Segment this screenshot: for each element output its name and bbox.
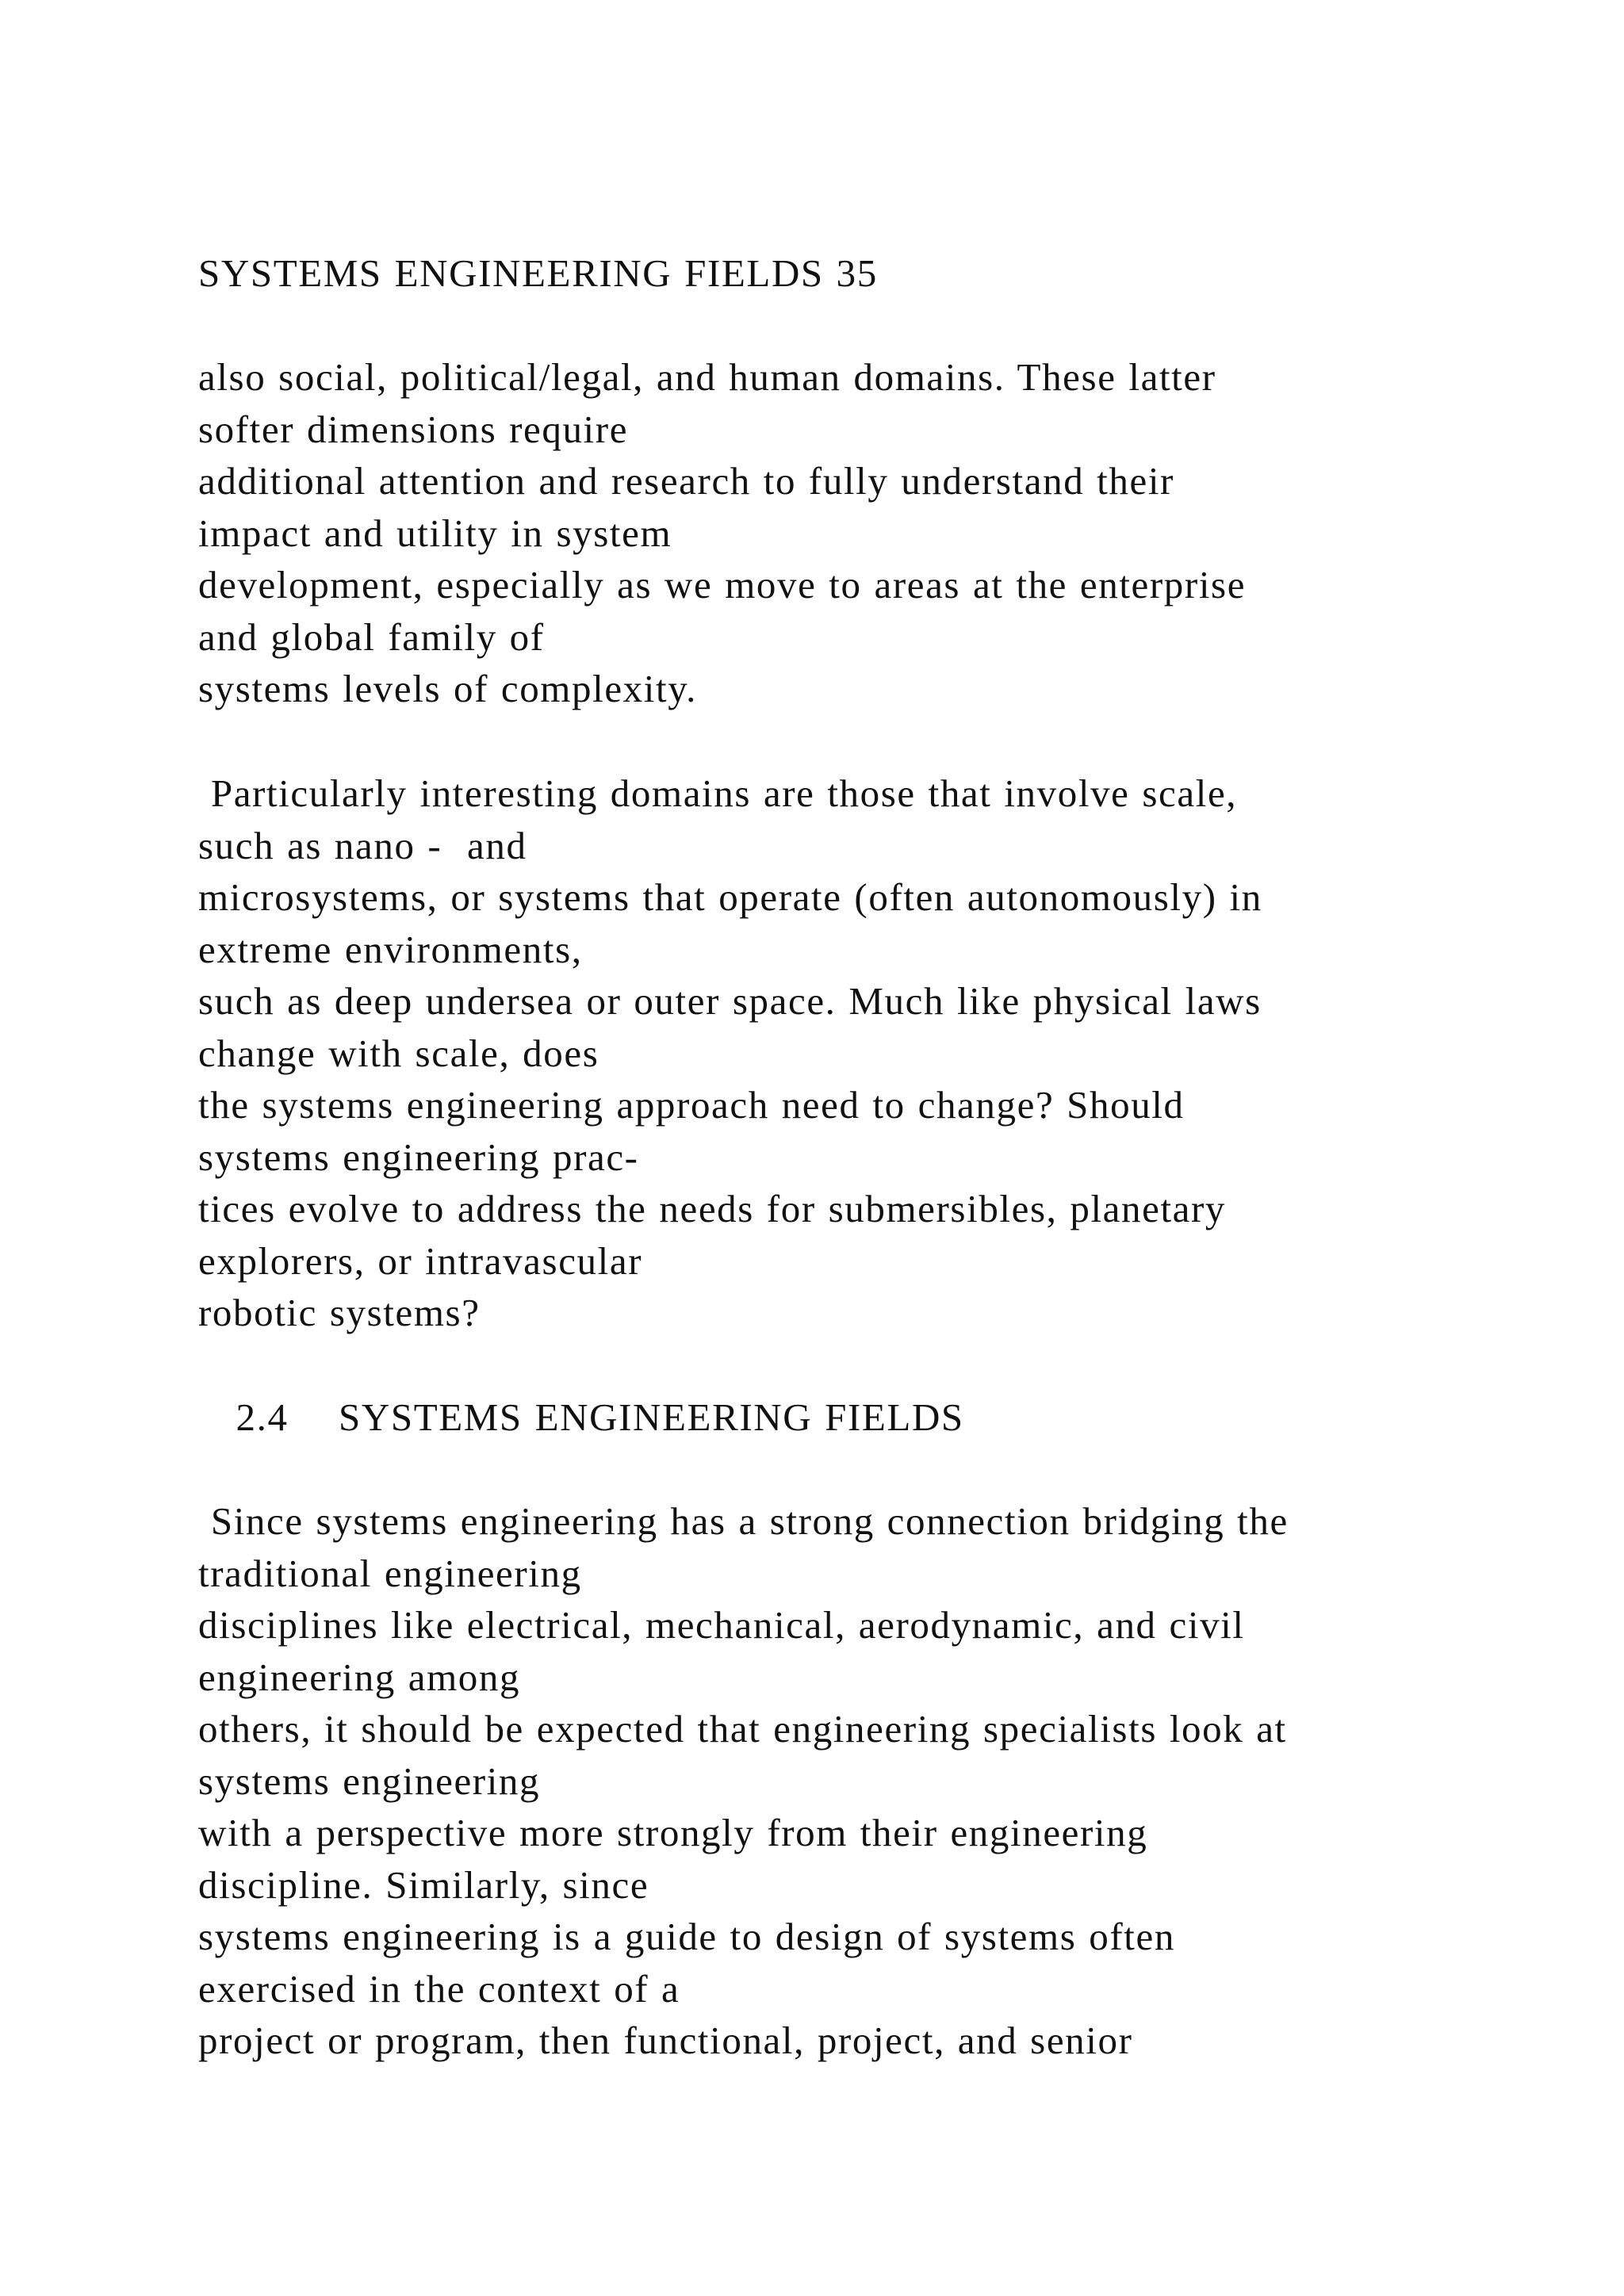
paragraph-2	[198, 767, 1507, 1339]
paragraph-line: development, especially as we move to areas at the enterprise	[198, 563, 1247, 607]
paragraph-line: systems engineering is a guide to design of systems often	[198, 1915, 1175, 1958]
paragraph-line: traditional engineering	[198, 1551, 582, 1595]
paragraph-line: impact and utility in system	[198, 511, 672, 555]
paragraph-line: systems engineering prac-	[198, 1135, 639, 1179]
paragraph-line: and global family of	[198, 614, 545, 659]
running-header	[198, 247, 1507, 300]
paragraph-line: engineering among	[198, 1655, 521, 1699]
paragraph-line: softer dimensions require	[198, 407, 629, 451]
paragraph-line: systems levels of complexity.	[198, 667, 697, 710]
paragraph-line: such as nano - and	[198, 823, 527, 867]
paragraph-line: also social, political/legal, and human domains. These latter	[198, 355, 1216, 399]
paragraph-line: the systems engineering approach need to change? Should	[198, 1083, 1185, 1127]
paragraph-line: Particularly interesting domains are those that involve scale,	[198, 771, 1238, 815]
paragraph-line: tices evolve to address the needs for submersibles, planetary	[198, 1187, 1227, 1230]
section-heading	[198, 1391, 1507, 1444]
paragraph-line: others, it should be expected that engineering specialists look at	[198, 1707, 1287, 1751]
paragraph-1	[198, 351, 1507, 715]
paragraph-3	[198, 1495, 1507, 2067]
paragraph-line: Since systems engineering has a strong connection bridging the	[198, 1499, 1289, 1543]
paragraph-line: microsystems, or systems that operate (often autonomously) in	[198, 875, 1262, 919]
paragraph-line: with a perspective more strongly from their engineering	[198, 1811, 1148, 1854]
paragraph-line: discipline. Similarly, since	[198, 1862, 649, 1907]
paragraph-line: project or program, then functional, project, and senior	[198, 2019, 1133, 2062]
paragraph-line: systems engineering	[198, 1758, 541, 1803]
paragraph-line: such as deep undersea or outer space. Much like physical laws	[198, 979, 1262, 1023]
paragraph-line: disciplines like electrical, mechanical, aerodynamic, and civil	[198, 1603, 1245, 1647]
paragraph-line: robotic systems?	[198, 1291, 481, 1334]
paragraph-line: explorers, or intravascular	[198, 1238, 643, 1283]
section-heading-text: 2.4 SYSTEMS ENGINEERING FIELDS	[198, 1395, 964, 1439]
paragraph-line: extreme environments,	[198, 927, 583, 971]
running-header-text: SYSTEMS ENGINEERING FIELDS 35	[198, 251, 878, 295]
paragraph-line: exercised in the context of a	[198, 1966, 680, 2011]
paragraph-line: additional attention and research to fully understand their	[198, 459, 1174, 503]
paragraph-line: change with scale, does	[198, 1031, 599, 1075]
